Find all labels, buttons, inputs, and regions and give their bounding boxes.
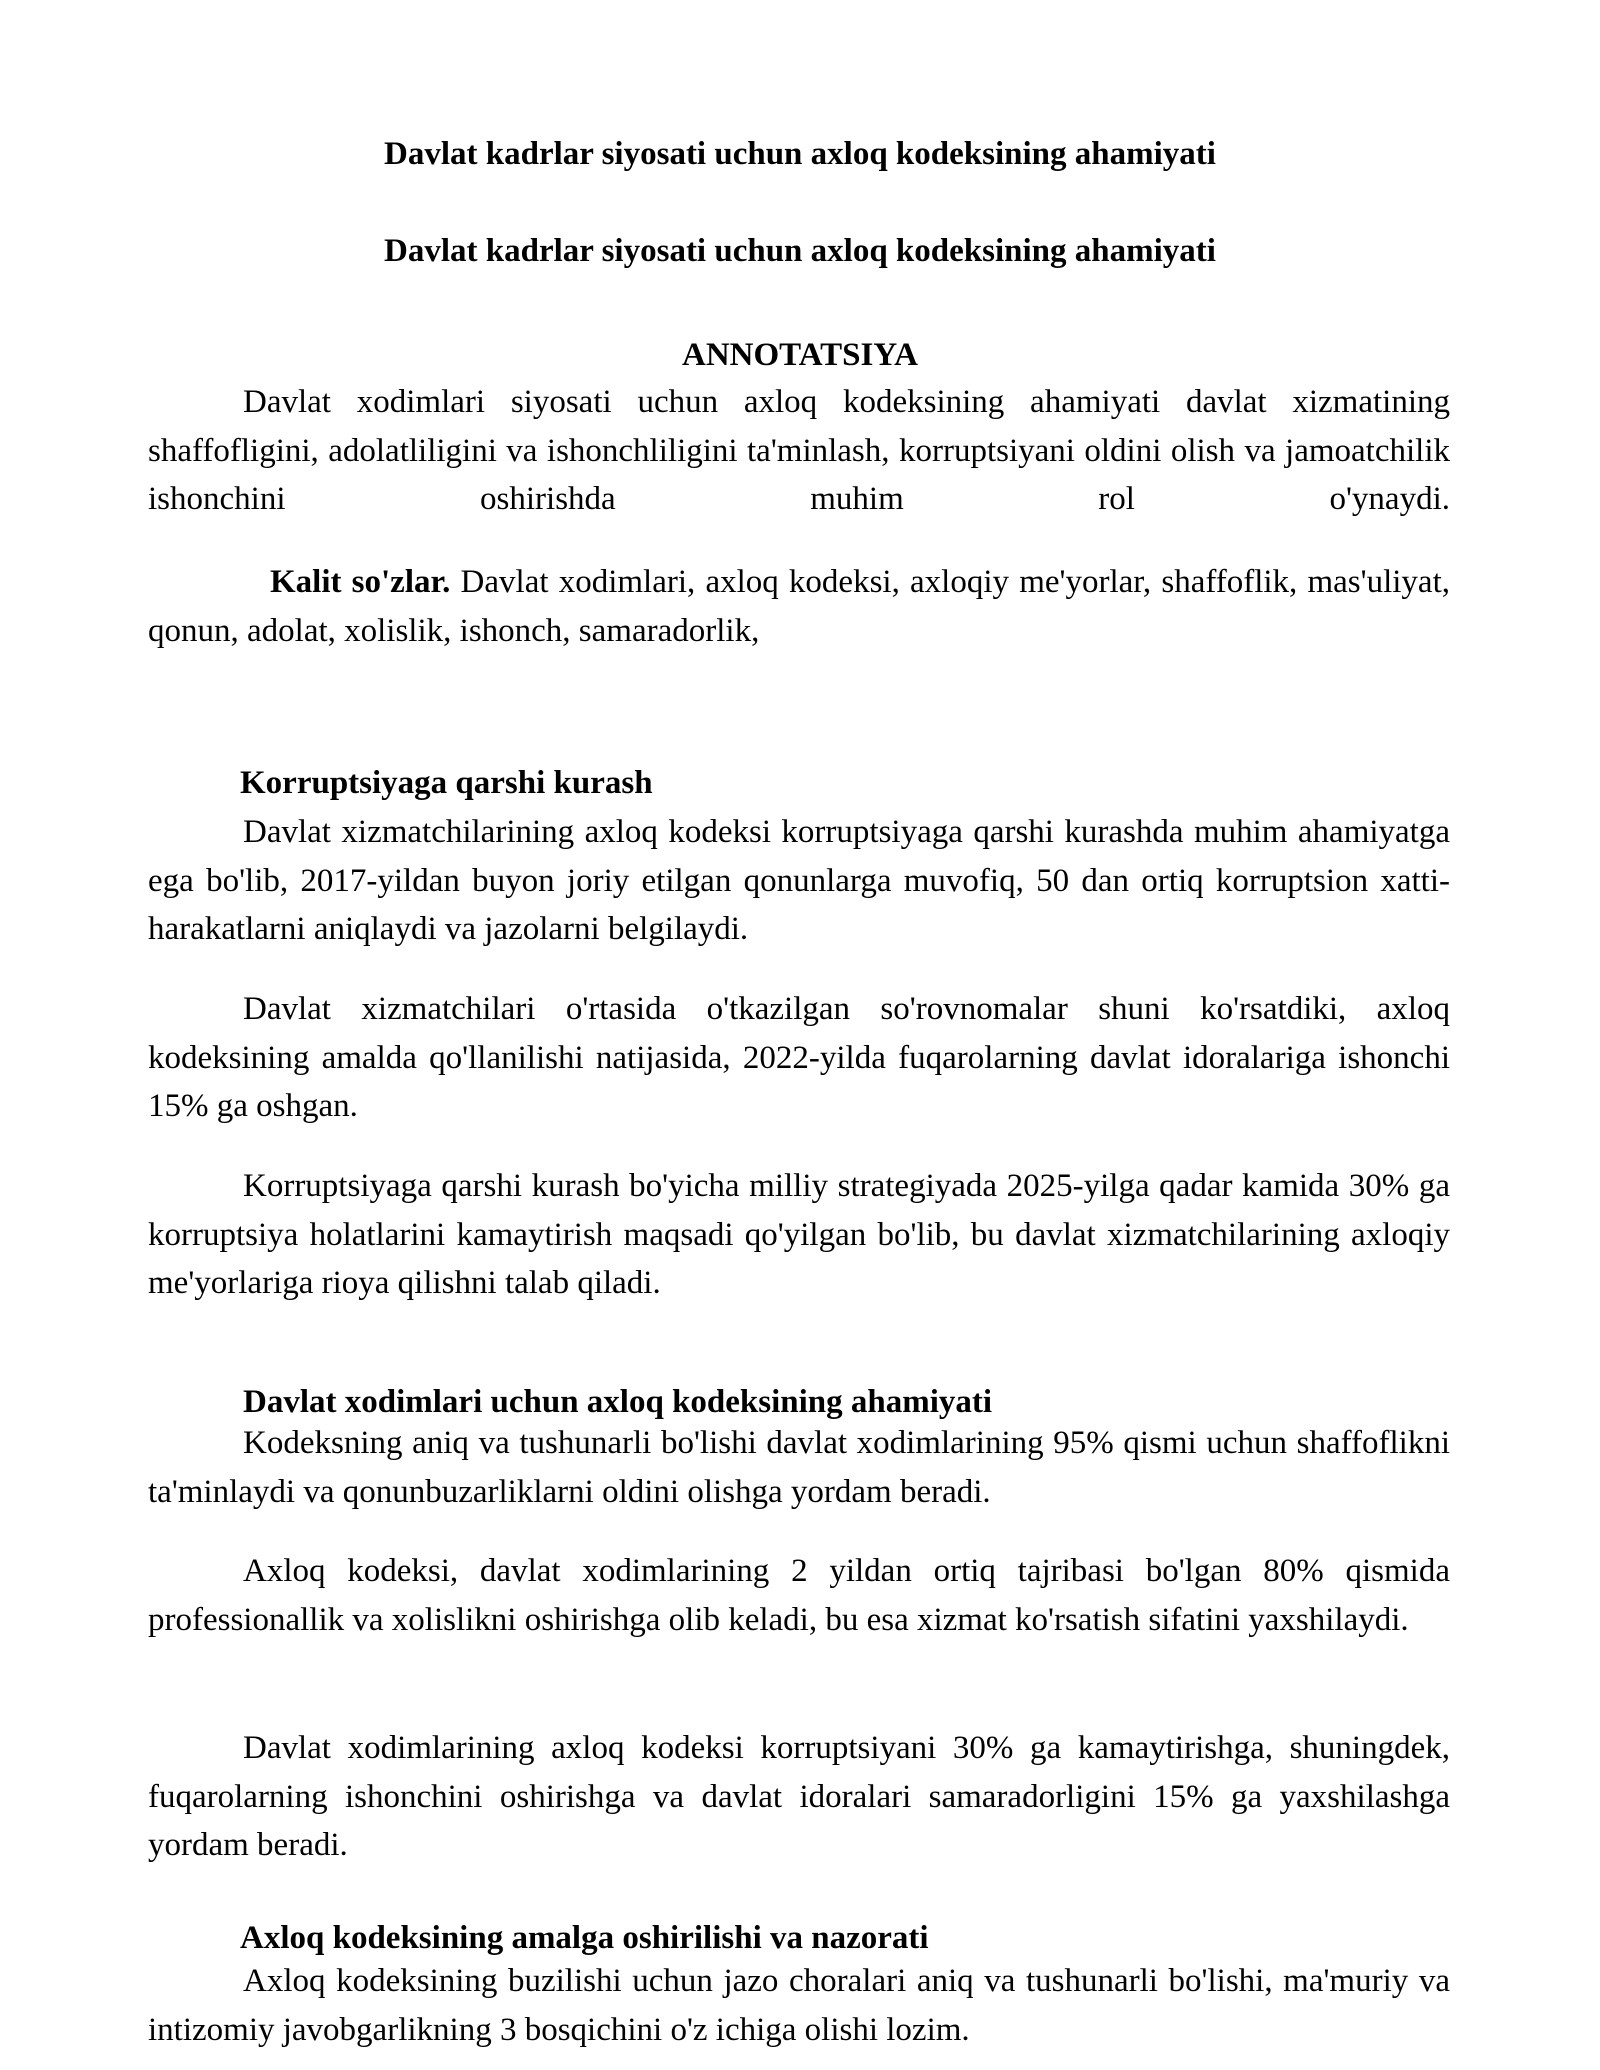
keywords-label: Kalit so'zlar.: [270, 564, 451, 600]
section-2-paragraph-1: Kodeksning aniq va tushunarli bo'lishi davlat xodimlarining 95% qismi uchun shaffoflikni ta'minlaydi va qonunbuzarliklarni oldini olishga yordam beradi.: [148, 1425, 1450, 1510]
section-1-paragraph-1: Davlat xizmatchilarining axloq kodeksi korruptsiyaga qarshi kurashda muhim ahamiyatga ega bo'lib, 2017-yildan buyon joriy etilgan qonunlarga muvofiq, 50 dan ortiq korruptsion xatti-harakatlarni aniqlaydi va jazolarni belgilaydi.: [148, 814, 1450, 947]
section-heading-corruption: Korruptsiyaga qarshi kurash: [240, 765, 653, 801]
annotation-paragraph: Davlat xodimlari siyosati uchun axloq kodeksining ahamiyati davlat xizmatining shaffofligini, adolatliligini va ishonchliligini ta'minlash, korruptsiyani oldini olish va jamoatchilik ishonchini oshirishda muhim rol o'ynaydi.: [148, 384, 1450, 517]
section-2-paragraph-3: Davlat xodimlarining axloq kodeksi korruptsiyani 30% ga kamaytirishga, shuningdek, fuqarolarning ishonchini oshirishga va davlat idoralari samaradorligini 15% ga yaxshilashga yordam beradi.: [148, 1730, 1450, 1863]
section-heading-importance: Davlat xodimlari uchun axloq kodeksining ahamiyati: [243, 1384, 993, 1420]
section-1-paragraph-3: Korruptsiyaga qarshi kurash bo'yicha milliy strategiyada 2025-yilga qadar kamida 30% ga korruptsiya holatlarini kamaytirish maqsadi qo'yilgan bo'lib, bu davlat xizmatchilarining axloqiy me'yorlariga rioya qilishni talab qiladi.: [148, 1168, 1450, 1301]
document-subtitle: Davlat kadrlar siyosati uchun axloq kodeksining ahamiyati: [384, 233, 1216, 269]
section-2-paragraph-2: Axloq kodeksi, davlat xodimlarining 2 yildan ortiq tajribasi bo'lgan 80% qismida professionallik va xolislikni oshirishga olib keladi, bu esa xizmat ko'rsatish sifatini yaxshilaydi.: [148, 1553, 1450, 1638]
keywords-paragraph: [148, 558, 1450, 655]
annotation-heading: ANNOTATSIYA: [682, 337, 918, 373]
document-title: Davlat kadrlar siyosati uchun axloq kodeksining ahamiyati: [384, 136, 1216, 172]
section-3-paragraph-1: Axloq kodeksining buzilishi uchun jazo choralari aniq va tushunarli bo'lishi, ma'muriy va intizomiy javobgarlikning 3 bosqichini o'z ichiga olishi lozim.: [148, 1963, 1450, 2048]
section-1-paragraph-2: Davlat xizmatchilari o'rtasida o'tkazilgan so'rovnomalar shuni ko'rsatdiki, axloq kodeksining amalda qo'llanilishi natijasida, 2022-yilda fuqarolarning davlat idoralariga ishonchi 15% ga oshgan.: [148, 991, 1450, 1124]
section-heading-implementation: Axloq kodeksining amalga oshirilishi va nazorati: [240, 1920, 929, 1956]
keywords-text: Davlat xodimlari, axloq kodeksi, axloqiy me'yorlar, shaffoflik, mas'uliyat, qonun, adolat, xolislik, ishonch, samaradorlik,: [148, 564, 1450, 649]
